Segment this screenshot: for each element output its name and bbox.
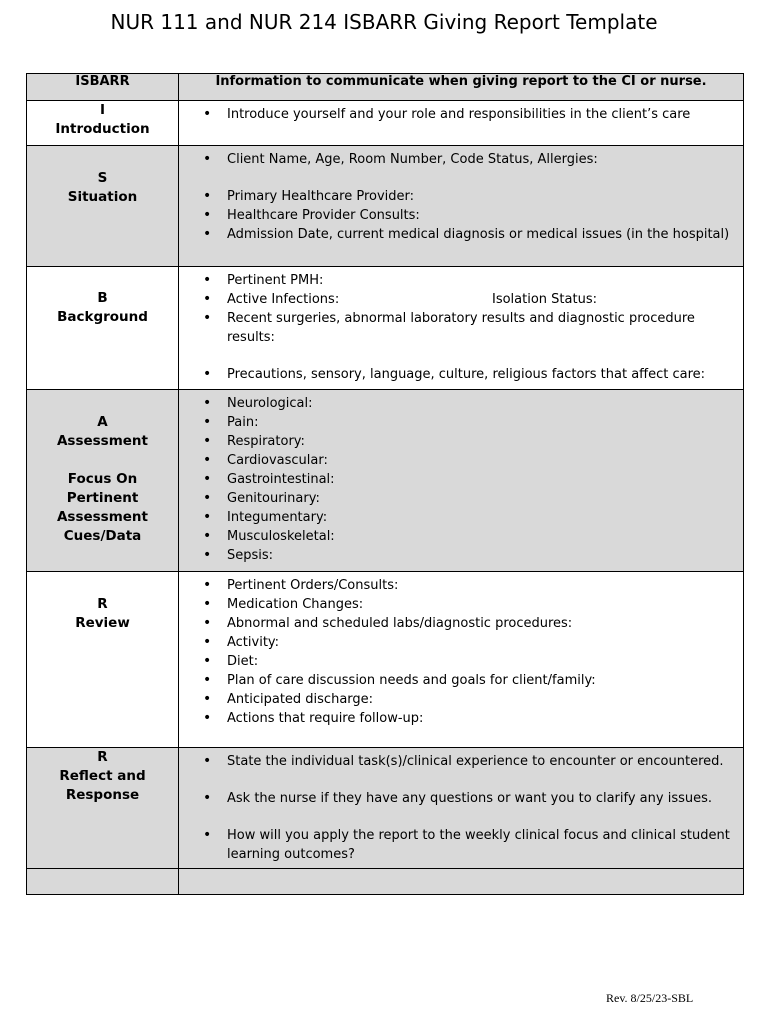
item-text: Abnormal and scheduled labs/diagnostic procedures:: [227, 616, 573, 631]
row-situation: [27, 146, 744, 267]
bullet-icon: •: [203, 414, 212, 430]
list-item: [179, 451, 743, 470]
list-item: [179, 470, 743, 489]
table-header-row: [27, 74, 744, 101]
list-item: [179, 290, 743, 309]
name-assessment: Assessment: [56, 433, 149, 449]
item-text: Genitourinary:: [227, 491, 320, 506]
name-introduction: Introduction: [55, 121, 150, 137]
page-title: NUR 111 and NUR 214 ISBARR Giving Report Template: [110, 10, 658, 34]
label-reflect: [27, 748, 179, 869]
item-text: Musculoskeletal:: [227, 529, 335, 544]
empty-cell-content: [179, 869, 744, 895]
list-item: [179, 633, 743, 652]
list-item: [179, 595, 743, 614]
bullet-icon: •: [203, 366, 212, 382]
cues-data: Cues/Data: [63, 528, 142, 544]
item-text: Plan of care discussion needs and goals for client/family:: [227, 673, 596, 688]
list-item: [179, 671, 743, 690]
bullet-icon: •: [203, 672, 212, 688]
bullet-icon: •: [203, 207, 212, 223]
letter-s: S: [97, 170, 108, 186]
letter-a: A: [97, 414, 108, 430]
content-assessment: [179, 390, 744, 572]
content-review: [179, 572, 744, 748]
bullet-icon: •: [203, 471, 212, 487]
bullet-icon: •: [203, 151, 212, 167]
list-item: [179, 709, 743, 728]
item-text: Pain:: [227, 415, 259, 430]
letter-b: B: [97, 290, 108, 306]
bullet-icon: •: [203, 395, 212, 411]
content-background: [179, 267, 744, 390]
name-reflect: Reflect and Response: [59, 768, 146, 803]
empty-cell-label: [27, 869, 179, 895]
item-text: Neurological:: [227, 396, 313, 411]
item-text: Actions that require follow-up:: [227, 711, 424, 726]
list-item: [179, 365, 743, 384]
row-reflect: [27, 748, 744, 869]
pertinent-assessment: Pertinent Assessment: [56, 490, 149, 525]
item-text: Medication Changes:: [227, 597, 364, 612]
list-item: [179, 187, 743, 206]
row-introduction: [27, 101, 744, 146]
content-situation: [179, 146, 744, 267]
label-review: [27, 572, 179, 748]
item-text: Admission Date, current medical diagnosis or medical issues (in the hospital): [227, 227, 730, 242]
letter-r-reflect: R: [97, 749, 108, 765]
bullet-icon: •: [203, 272, 212, 288]
bullet-icon: •: [203, 547, 212, 563]
list-item: [179, 432, 743, 451]
list-item: [179, 394, 743, 413]
label-situation: [27, 146, 179, 267]
bullet-icon: •: [203, 827, 212, 843]
list-item: [179, 789, 743, 808]
item-text: Pertinent Orders/Consults:: [227, 578, 399, 593]
content-reflect: [179, 748, 744, 869]
content-introduction: [179, 101, 744, 146]
list-item: [179, 527, 743, 546]
item-text: Diet:: [227, 654, 259, 669]
item-text: Activity:: [227, 635, 280, 650]
bullet-icon: •: [203, 509, 212, 525]
header-isbarr: ISBARR: [27, 74, 179, 101]
item-text: Integumentary:: [227, 510, 328, 525]
row-review: [27, 572, 744, 748]
bullet-icon: •: [203, 490, 212, 506]
item-text: Precautions, sensory, language, culture, religious factors that affect care:: [227, 367, 706, 382]
revision-note: Rev. 8/25/23-SBL: [606, 991, 694, 1005]
bullet-icon: •: [203, 577, 212, 593]
item-text: Recent surgeries, abnormal laboratory results and diagnostic procedure results:: [227, 311, 695, 345]
row-assessment: [27, 390, 744, 572]
name-situation: Situation: [67, 189, 138, 205]
list-item: [179, 309, 743, 347]
list-item: [179, 752, 743, 771]
item-text: Ask the nurse if they have any questions or want you to clarify any issues.: [227, 791, 713, 806]
list-item: [179, 652, 743, 671]
bullet-icon: •: [203, 710, 212, 726]
isolation-status-label: Isolation Status:: [492, 292, 597, 307]
list-item: [179, 826, 743, 864]
bullet-icon: •: [203, 691, 212, 707]
bullet-icon: •: [203, 188, 212, 204]
isbarr-table: [26, 73, 744, 895]
list-item: [179, 225, 743, 244]
item-text: How will you apply the report to the weekly clinical focus and clinical student learning outcomes?: [227, 828, 730, 862]
item-text: Introduce yourself and your role and responsibilities in the client’s care: [227, 107, 691, 122]
bullet-icon: •: [203, 615, 212, 631]
name-review: Review: [75, 615, 130, 631]
label-background: [27, 267, 179, 390]
list-item: [179, 576, 743, 595]
item-text: Primary Healthcare Provider:: [227, 189, 415, 204]
bullet-icon: •: [203, 106, 212, 122]
item-text: Active Infections:: [227, 292, 340, 307]
list-item: [179, 546, 743, 565]
item-text: Healthcare Provider Consults:: [227, 208, 420, 223]
bullet-icon: •: [203, 753, 212, 769]
bullet-icon: •: [203, 433, 212, 449]
item-text: Gastrointestinal:: [227, 472, 335, 487]
list-item: [179, 489, 743, 508]
item-text: Client Name, Age, Room Number, Code Status, Allergies:: [227, 152, 598, 167]
row-background: [27, 267, 744, 390]
label-assessment: [27, 390, 179, 572]
bullet-icon: •: [203, 790, 212, 806]
bullet-icon: •: [203, 634, 212, 650]
item-text: State the individual task(s)/clinical experience to encounter or encountered.: [227, 754, 724, 769]
name-background: Background: [57, 309, 148, 325]
bullet-icon: •: [203, 596, 212, 612]
row-empty: [27, 869, 744, 895]
list-item: [179, 150, 743, 169]
item-text: Pertinent PMH:: [227, 273, 324, 288]
bullet-icon: •: [203, 310, 212, 326]
list-item: [179, 413, 743, 432]
item-text: Sepsis:: [227, 548, 274, 563]
focus-on: Focus On: [67, 471, 138, 487]
list-item: [179, 206, 743, 225]
item-text: Respiratory:: [227, 434, 305, 449]
bullet-icon: •: [203, 291, 212, 307]
list-item: [179, 105, 743, 124]
list-item: [179, 508, 743, 527]
list-item: [179, 614, 743, 633]
bullet-icon: •: [203, 653, 212, 669]
letter-i: I: [99, 102, 106, 118]
bullet-icon: •: [203, 452, 212, 468]
bullet-icon: •: [203, 226, 212, 242]
item-text: Cardiovascular:: [227, 453, 328, 468]
header-information: Information to communicate when giving report to the CI or nurse.: [179, 74, 744, 101]
label-introduction: [27, 101, 179, 146]
item-text: Anticipated discharge:: [227, 692, 374, 707]
list-item: [179, 271, 743, 290]
bullet-icon: •: [203, 528, 212, 544]
letter-r-review: R: [97, 596, 108, 612]
list-item: [179, 690, 743, 709]
